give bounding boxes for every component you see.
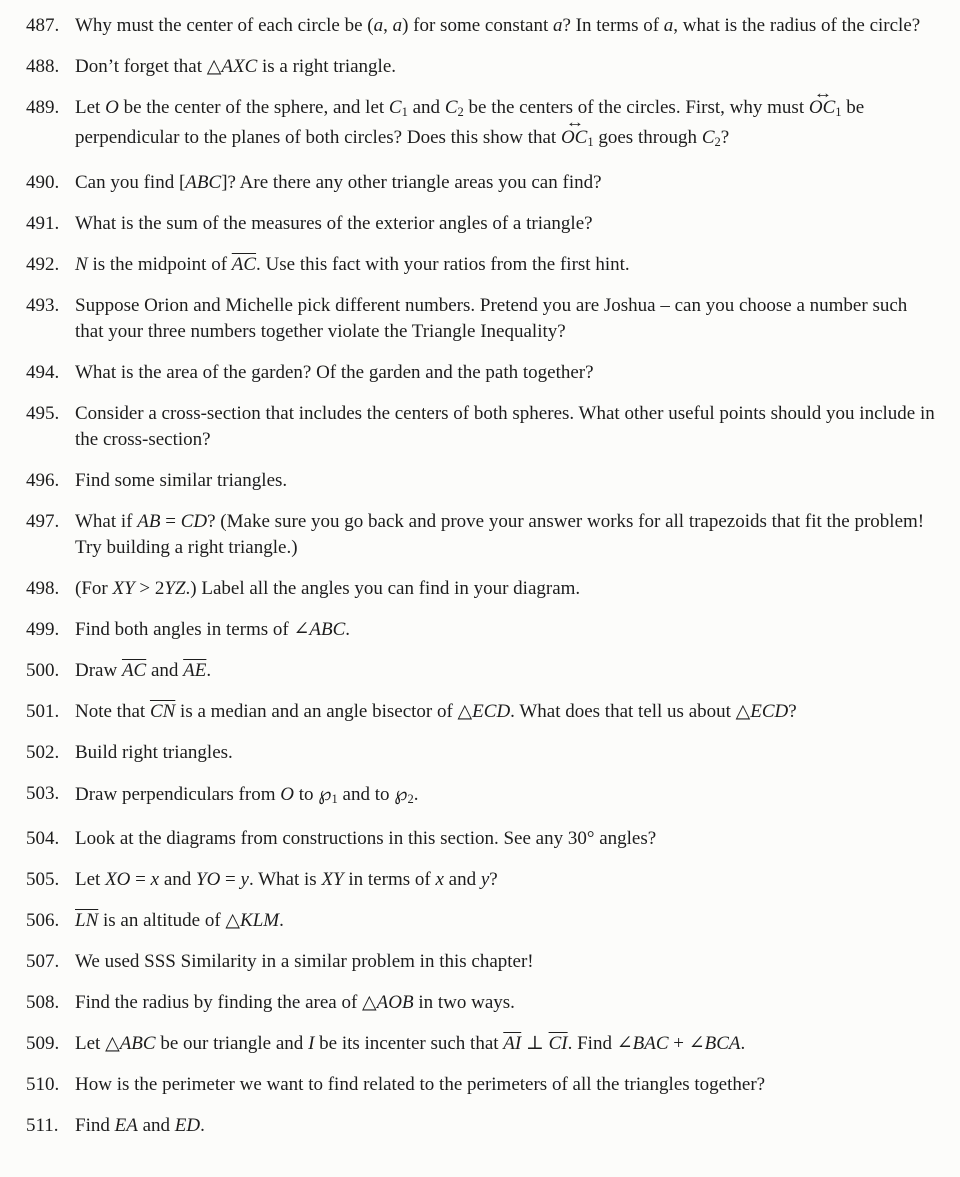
hint-item (26, 1113, 938, 1139)
hint-text: Look at the diagrams from constructions in this section. See any 30° angles? (75, 828, 657, 850)
hint-text: Can you find [ABC]? Are there any other triangle areas you can find? (75, 171, 602, 193)
hint-number: 497. (26, 510, 60, 532)
hint-item (26, 360, 938, 386)
hint-number: 489. (26, 97, 60, 118)
hint-text: Let XO = x and YO = y. What is XY in terms of x and y? (75, 869, 498, 891)
hint-item (26, 617, 938, 643)
hint-text: Don’t forget that △AXC is a right triangle. (75, 56, 397, 77)
hint-number: 502. (26, 741, 60, 763)
hint-text: Suppose Orion and Michelle pick different numbers. Pretend you are Joshua – can you choose a number such that your three numbers together violate the Triangle Inequality? (75, 294, 908, 342)
hint-number: 488. (26, 56, 60, 77)
hint-item (26, 95, 938, 155)
hint-number: 511. (26, 1115, 59, 1137)
hint-item (26, 211, 938, 237)
hint-text: Let O be the center of the sphere, and let C1 and C2 be the centers of the circles. First, why must ↔ OC1 be perpendicular to the planes of both circles? Does this show that ↔ OC1 goes through C2? (75, 95, 938, 155)
hint-number: 506. (26, 910, 60, 932)
hint-number: 499. (26, 618, 60, 640)
hint-text: How is the perimeter we want to find related to the perimeters of all the triangles together? (75, 1074, 766, 1096)
hint-number: 509. (26, 1033, 60, 1055)
hint-number: 508. (26, 992, 60, 1014)
hint-number: 495. (26, 402, 60, 424)
hint-number: 487. (26, 15, 60, 36)
hint-number: 510. (26, 1074, 60, 1096)
hint-text: Find EA and ED. (75, 1115, 205, 1137)
hint-text: What is the area of the garden? Of the garden and the path together? (75, 361, 594, 383)
hint-text: Build right triangles. (75, 741, 233, 763)
hint-item (26, 990, 938, 1016)
hint-item (26, 170, 938, 196)
hint-number: 505. (26, 869, 60, 891)
hint-text: Note that $\overline{CN}$ is a median and an angle bisector of △ECD. What does that tell us about △ECD? (75, 700, 797, 722)
hint-item (26, 826, 938, 852)
hint-item (26, 781, 938, 812)
hint-text: What is the sum of the measures of the exterior angles of a triangle? (75, 212, 593, 234)
hint-number: 504. (26, 828, 60, 850)
hint-item (26, 401, 938, 453)
hint-text: Find both angles in terms of ∠ABC. (75, 618, 351, 640)
hint-item (26, 867, 938, 893)
hint-number: 501. (26, 700, 60, 722)
hint-text: Let △ABC be our triangle and I be its incenter such that $\overline{AI}$ ⊥ $\overline{CI}$. Find ∠BAC + ∠BCA. (75, 1033, 746, 1055)
hint-text: We used SSS Similarity in a similar problem in this chapter! (75, 951, 534, 973)
hint-number: 493. (26, 294, 60, 316)
hint-number: 500. (26, 659, 60, 681)
hint-text: What if AB = CD? (Make sure you go back and prove your answer works for all trapezoids that fit the problem! Try building a right triangle.) (75, 510, 925, 558)
hint-text: Find some similar triangles. (75, 469, 288, 491)
hint-text: Draw perpendiculars from O to ℘1 and to ℘2. (75, 782, 419, 806)
hint-item (26, 699, 938, 725)
hint-item (26, 252, 938, 278)
hint-number: 490. (26, 171, 60, 193)
hint-text: (For XY > 2YZ.) Label all the angles you can find in your diagram. (75, 577, 581, 599)
hint-number: 494. (26, 361, 60, 383)
hint-item (26, 468, 938, 494)
hint-item (26, 658, 938, 684)
hint-number: 498. (26, 577, 60, 599)
hint-item (26, 509, 938, 561)
hint-item (26, 54, 938, 80)
hint-text: $\overline{LN}$ is an altitude of △KLM. (75, 910, 284, 932)
hint-text: Find the radius by finding the area of △AOB in two ways. (75, 992, 515, 1014)
hint-item (26, 908, 938, 934)
hint-item (26, 949, 938, 975)
hint-text: N is the midpoint of $\overline{AC}$. Use this fact with your ratios from the first hint. (75, 253, 630, 275)
hint-text: Why must the center of each circle be (a, a) for some constant a? In terms of a, what is the radius of the circle? (75, 15, 921, 36)
hint-number: 503. (26, 782, 60, 804)
hint-number: 491. (26, 212, 60, 234)
hint-item (26, 1031, 938, 1057)
hint-item (26, 13, 938, 39)
hint-text: Consider a cross-section that includes the centers of both spheres. What other useful points should you include in the cross-section? (75, 402, 935, 450)
hint-number: 507. (26, 951, 60, 973)
hint-item (26, 740, 938, 766)
hint-text: Draw $\overline{AC}$ and $\overline{AE}$. (75, 659, 212, 681)
hint-number: 496. (26, 469, 60, 491)
hint-item (26, 293, 938, 345)
hint-item (26, 1072, 938, 1098)
hint-number: 492. (26, 253, 60, 275)
hint-list (26, 13, 938, 1139)
hint-item (26, 576, 938, 602)
